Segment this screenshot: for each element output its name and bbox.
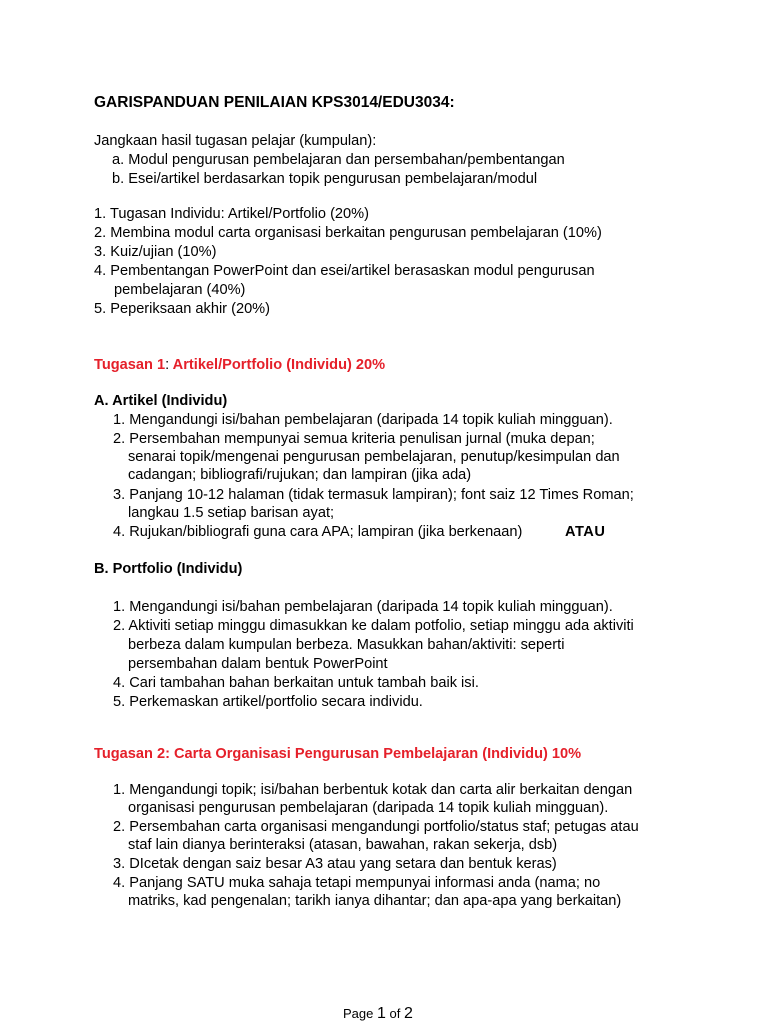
article-item-3-cont: langkau 1.5 setiap barisan ayat; <box>128 505 335 521</box>
task2-heading: Tugasan 2: Carta Organisasi Pengurusan Pembelajaran (Individu) 10% <box>94 746 582 762</box>
portfolio-item-4: 4. Cari tambahan bahan berkaitan untuk tambah baik isi. <box>113 675 479 691</box>
article-item-2-cont-1: senarai topik/mengenai pengurusan pembelajaran, penutup/kesimpulan dan <box>128 449 620 465</box>
total-pages: 2 <box>404 1005 413 1022</box>
portfolio-item-5: 5. Perkemaskan artikel/portfolio secara individu. <box>113 694 423 710</box>
current-page: 1 <box>377 1005 386 1022</box>
portfolio-item-2-cont-1: berbeza dalam kumpulan berbeza. Masukkan bahan/aktiviti: seperti <box>128 637 565 653</box>
article-item-2: 2. Persembahan mempunyai semua kriteria penulisan jurnal (muka depan; <box>113 431 595 447</box>
article-heading: A. Artikel (Individu) <box>94 393 228 409</box>
task1-title: Artikel/Portfolio (Individu) 20% <box>169 357 386 373</box>
task2-item-2-cont: staf lain dianya berinteraksi (atasan, bawahan, rakan sekerja, dsb) <box>128 837 558 853</box>
task2-item-1-cont: organisasi pengurusan pembelajaran (daripada 14 topik kuliah mingguan). <box>128 800 609 816</box>
article-item-1: 1. Mengandungi isi/bahan pembelajaran (daripada 14 topik kuliah mingguan). <box>113 412 613 428</box>
scope-item-b: b. Esei/artikel berdasarkan topik pengurusan pembelajaran/modul <box>112 171 538 187</box>
page-indicator <box>343 1005 413 1023</box>
portfolio-item-1: 1. Mengandungi isi/bahan pembelajaran (daripada 14 topik kuliah mingguan). <box>113 599 613 615</box>
portfolio-heading: B. Portfolio (Individu) <box>94 561 243 577</box>
assessment-item-4: 4. Pembentangan PowerPoint dan esei/artikel berasaskan modul pengurusan <box>94 263 595 279</box>
assessment-item-5: 5. Peperiksaan akhir (20%) <box>94 301 271 317</box>
task2-item-1: 1. Mengandungi topik; isi/bahan berbentuk kotak dan carta alir berkaitan dengan <box>113 782 633 798</box>
article-item-4: 4. Rujukan/bibliografi guna cara APA; lampiran (jika berkenaan) <box>113 524 523 540</box>
portfolio-item-2: 2. Aktiviti setiap minggu dimasukkan ke dalam potfolio, setiap minggu ada aktiviti <box>113 618 634 634</box>
scope-intro: Jangkaan hasil tugasan pelajar (kumpulan): <box>94 133 377 149</box>
page-word: Page <box>343 1006 374 1021</box>
task2-item-4: 4. Panjang SATU muka sahaja tetapi mempunyai informasi anda (nama; no <box>113 875 601 891</box>
task2-item-3: 3. DIcetak dengan saiz besar A3 atau yang setara dan bentuk keras) <box>113 856 557 872</box>
task1-heading <box>94 356 385 374</box>
article-item-2-cont-2: cadangan; bibliografi/rujukan; dan lampiran (jika ada) <box>128 467 472 483</box>
assessment-item-1: 1. Tugasan Individu: Artikel/Portfolio (20%) <box>94 206 369 222</box>
assessment-item-2: 2. Membina modul carta organisasi berkaitan pengurusan pembelajaran (10%) <box>94 225 602 241</box>
atau-label: ATAU <box>565 524 606 540</box>
of-word: of <box>389 1006 401 1021</box>
assessment-item-3: 3. Kuiz/ujian (10%) <box>94 244 217 260</box>
task1-label: Tugasan 1 <box>94 357 166 373</box>
document-title: GARISPANDUAN PENILAIAN KPS3014/EDU3034: <box>94 94 455 111</box>
task1-colon: : <box>165 357 170 373</box>
article-item-3: 3. Panjang 10-12 halaman (tidak termasuk lampiran); font saiz 12 Times Roman; <box>113 487 634 503</box>
portfolio-item-2-cont-2: persembahan dalam bentuk PowerPoint <box>128 656 388 672</box>
task2-item-2: 2. Persembahan carta organisasi mengandungi portfolio/status staf; petugas atau <box>113 819 639 835</box>
assessment-item-4-cont: pembelajaran (40%) <box>114 282 246 298</box>
task2-item-4-cont: matriks, kad pengenalan; tarikh ianya dihantar; dan apa-apa yang berkaitan) <box>128 893 622 909</box>
scope-item-a: a. Modul pengurusan pembelajaran dan persembahan/pembentangan <box>112 152 565 168</box>
